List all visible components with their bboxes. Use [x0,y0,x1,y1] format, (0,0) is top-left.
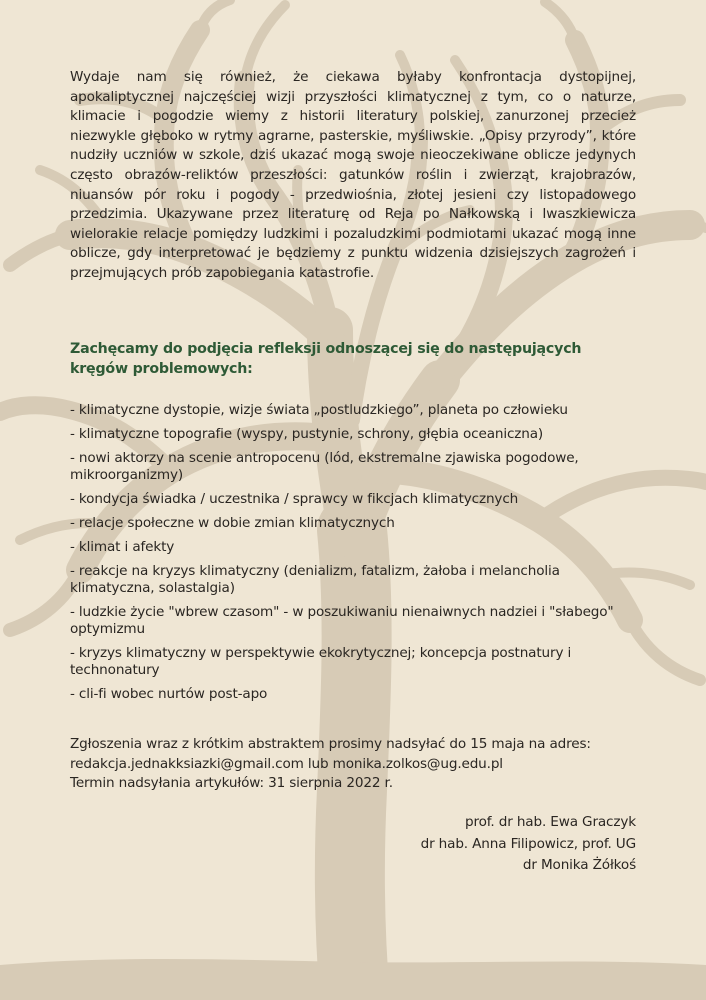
list-item: - cli-fi wobec nurtów post-apo [70,686,268,702]
signature-line: dr Monika Żółkoś [522,857,636,873]
list-item: - klimat i afekty [70,539,175,555]
list-item: - klimatyczne dystopie, wizje świata „postludzkiego”, planeta po człowieku [70,402,568,418]
submission-info [70,735,636,794]
signatures [70,812,636,877]
document-content [70,68,636,873]
article-deadline-text: Termin nadsyłania artykułów: 31 sierpnia 2022 r. [70,775,393,791]
list-item: - reakcje na kryzys klimatyczny (denializm, fatalizm, żałoba i melancholia klimatyczna, solastalgia) [70,563,560,596]
signature-line: dr hab. Anna Filipowicz, prof. UG [420,835,636,852]
signature-line: prof. dr hab. Ewa Graczyk [464,814,636,830]
section-heading: Zachęcamy do podjęcia refleksji odnoszącej się do następujących kręgów problemowych: [70,341,582,377]
topic-list [70,402,636,710]
submission-emails: redakcja.jednakksiazki@gmail.com lub monika.zolkos@ug.edu.pl [70,755,503,772]
list-item: - kryzys klimatyczny w perspektywie ekokrytycznej; koncepcja postnatury i technonatury [70,645,572,678]
list-item: - nowi aktorzy na scenie antropocenu (lód, ekstremalne zjawiska pogodowe, mikroorganizmy) [70,450,579,483]
intro-paragraph: Wydaje nam się również, że ciekawa byłaby konfrontacja dystopijnej, apokaliptycznej najczęściej wizji przyszłości klimatycznej z tym, co o naturze, klimacie i pogodzie wiemy z historii literatury polskiej, zanurzonej przecież niezwykle głęboko w rytmy agrarne, pasterskie, myśliwskie. „Opisy przyrody”, które nudziły uczniów w szkole, dziś ukazać mogą swoje nieoczekiwane oblicze jedynych często obrazów-reliktów przeszłości: gatunków roślin i zwierząt, krajobrazów, niuansów pór roku i pogody - przedwiośnia, złotej jesieni czy listopadowego przedzimia. Ukazywane przez literaturę od Reja po Nałkowską i Iwaszkiewicza wielorakie relacje pomiędzy ludzkimi i pozaludzkimi podmiotami ukazać mogą inne oblicze, gdy interpretować je będziemy z punktu widzenia dzisiejszych zagrożeń i przejmujących prób zapobiegania katastrofie. [70,69,636,281]
list-item: - ludzkie życie "wbrew czasom" - w poszukiwaniu nienaiwnych nadziei i "słabego" optymizmu [70,604,614,637]
submission-deadline-text: Zgłoszenia wraz z krótkim abstraktem prosimy nadsyłać do 15 maja na adres: [70,736,591,752]
list-item: - klimatyczne topografie (wyspy, pustynie, schrony, głębia oceaniczna) [70,426,544,442]
list-item: - kondycja świadka / uczestnika / sprawcy w fikcjach klimatycznych [70,491,519,507]
list-item: - relacje społeczne w dobie zmian klimatycznych [70,515,395,531]
